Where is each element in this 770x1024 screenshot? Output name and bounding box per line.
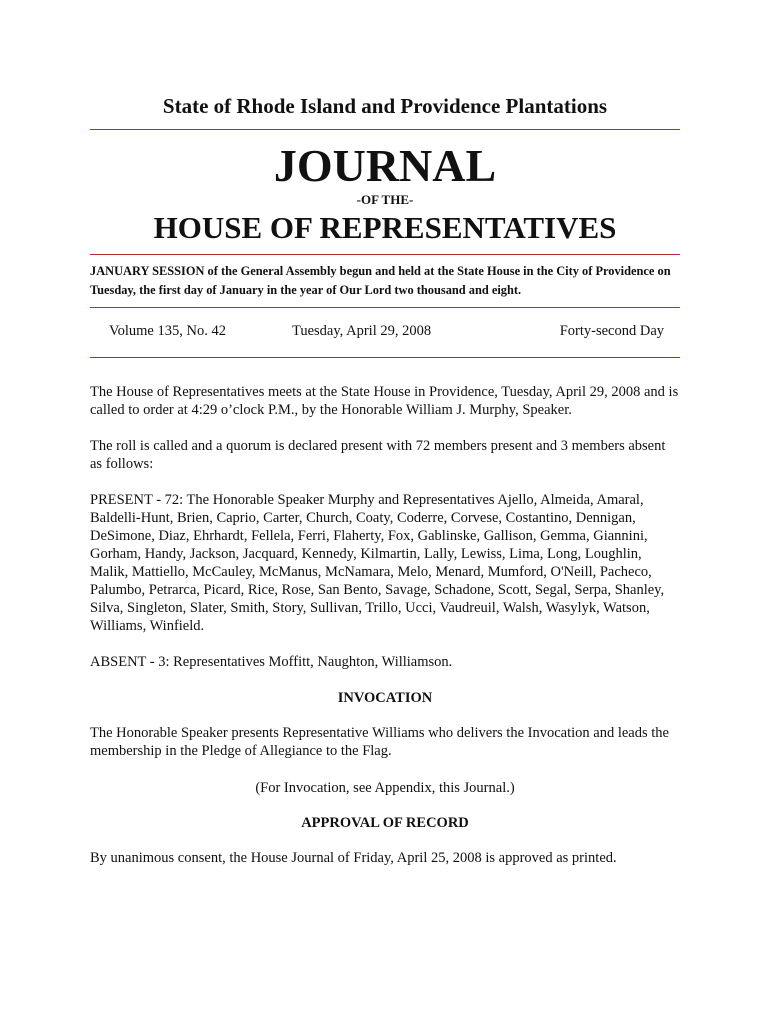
- invocation-paragraph: The Honorable Speaker presents Representative Williams who delivers the Invocation and leads the membership in the Pledge of Allegiance to the Flag.: [90, 725, 669, 759]
- rule-below-house-title: [90, 254, 680, 255]
- absent-members-paragraph: ABSENT - 3: Representatives Moffitt, Naughton, Williamson.: [90, 654, 453, 670]
- of-the-label: -OF THE-: [356, 192, 414, 207]
- invocation-heading: INVOCATION: [337, 690, 433, 706]
- house-title: HOUSE OF REPRESENTATIVES: [153, 210, 617, 245]
- rule-above-info: [90, 307, 680, 308]
- approval-heading: APPROVAL OF RECORD: [301, 815, 469, 831]
- roll-call-paragraph: The roll is called and a quorum is declared present with 72 members present and 3 members absent as follows:: [90, 438, 666, 472]
- invocation-note: (For Invocation, see Appendix, this Journal.): [255, 780, 515, 796]
- approval-paragraph: By unanimous consent, the House Journal of Friday, April 25, 2008 is approved as printed.: [90, 850, 617, 866]
- opening-paragraph: The House of Representatives meets at the State House in Providence, Tuesday, April 29, 2008 and is called to order at 4:29 o’clock P.M., by the Honorable William J. Murphy, Speaker.: [90, 384, 679, 418]
- state-title: State of Rhode Island and Providence Plantations: [162, 94, 608, 118]
- session-statement: [90, 262, 680, 300]
- rule-below-info: [90, 357, 680, 358]
- session-lead: JANUARY SESSION: [90, 264, 205, 278]
- session-date: Tuesday, April 29, 2008: [292, 323, 432, 339]
- journal-title: JOURNAL: [273, 140, 497, 191]
- volume-number: Volume 135, No. 42: [109, 323, 226, 339]
- rule-top: [90, 129, 680, 130]
- legislative-day: Forty-second Day: [559, 323, 664, 339]
- present-members-paragraph: PRESENT - 72: The Honorable Speaker Murphy and Representatives Ajello, Almeida, Amaral, Baldelli-Hunt, Brien, Caprio, Carter, Church, Coaty, Coderre, Corvese, Costantino, Dennigan, DeSimone, Diaz, Ehrhardt, Fellela, Ferri, Flaherty, Fox, Gablinske, Gallison, Gemma, Giannini, Gorham, Handy, Jackson, Jacquard, Kennedy, Kilmartin, Lally, Lewiss, Lima, Long, Loughlin, Malik, Mattiello, McCauley, McManus, McNamara, Melo, Menard, Mumford, O'Neill, Pacheco, Palumbo, Petrarca, Picard, Rice, Rose, San Bento, Savage, Schadone, Scott, Segal, Serpa, Shanley, Silva, Singleton, Slater, Smith, Story, Sullivan, Trillo, Ucci, Vaudreuil, Walsh, Wasylyk, Watson, Williams, Winfield.: [90, 492, 665, 634]
- session-rest: of the General Assembly begun and held at the State House in the City of Providence on Tuesday, the first day of January in the year of Our Lord two thousand and eight.: [90, 264, 671, 297]
